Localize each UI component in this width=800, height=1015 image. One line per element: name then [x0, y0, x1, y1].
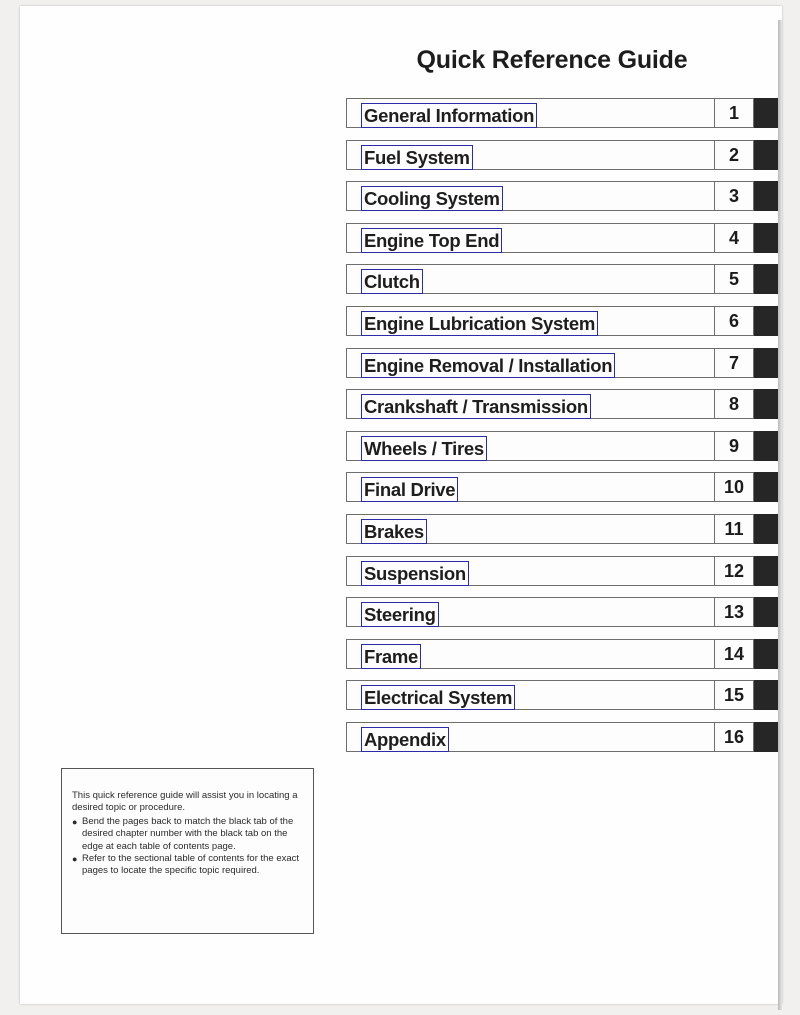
chapter-label[interactable]: Cooling System: [361, 186, 503, 211]
chapter-label[interactable]: General Information: [361, 103, 537, 128]
chapter-box: [346, 472, 716, 502]
chapter-label[interactable]: Suspension: [361, 561, 469, 586]
instruction-item: [72, 816, 304, 853]
chapter-box: [346, 140, 716, 170]
chapter-row[interactable]: [346, 431, 778, 463]
chapter-number: 4: [728, 227, 739, 248]
chapter-tab[interactable]: [754, 306, 778, 336]
chapter-row[interactable]: [346, 472, 778, 504]
chapter-box: [346, 98, 716, 128]
chapter-label[interactable]: Clutch: [361, 269, 423, 294]
chapter-tab[interactable]: [754, 389, 778, 419]
chapter-number: 8: [728, 394, 739, 415]
chapter-number-box: [714, 722, 754, 752]
instruction-text: Refer to the sectional table of contents for the exact pages to locate the specific topic required.: [82, 853, 300, 877]
chapter-tab[interactable]: [754, 98, 778, 128]
chapter-label[interactable]: Final Drive: [361, 477, 458, 502]
chapter-box: [346, 306, 716, 336]
chapter-box: [346, 722, 716, 752]
chapter-number: 5: [728, 269, 739, 290]
chapter-row[interactable]: [346, 722, 778, 754]
chapter-tab[interactable]: [754, 264, 778, 294]
chapter-box: [346, 223, 716, 253]
chapter-row[interactable]: [346, 639, 778, 671]
chapter-number: 12: [723, 560, 745, 581]
bullet-icon: ●: [72, 816, 78, 827]
chapter-box: [346, 264, 716, 294]
chapter-tab[interactable]: [754, 472, 778, 502]
bullet-icon: ●: [72, 854, 78, 865]
instructions-box: [61, 768, 314, 934]
chapter-tab[interactable]: [754, 223, 778, 253]
chapter-number: 10: [723, 477, 745, 498]
instruction-item: [72, 853, 304, 878]
chapter-tab[interactable]: [754, 140, 778, 170]
chapter-box: [346, 348, 716, 378]
chapter-row[interactable]: [346, 514, 778, 546]
chapter-number-box: [714, 472, 754, 502]
chapter-number: 15: [723, 685, 745, 706]
chapter-box: [346, 597, 716, 627]
chapter-box: [346, 556, 716, 586]
chapter-number-box: [714, 306, 754, 336]
chapter-tab[interactable]: [754, 639, 778, 669]
chapter-number: 11: [724, 519, 744, 539]
chapter-box: [346, 389, 716, 419]
chapter-number: 6: [728, 311, 739, 331]
chapter-number: 9: [728, 435, 739, 456]
chapter-label[interactable]: Engine Top End: [361, 228, 502, 253]
chapter-row[interactable]: [346, 98, 778, 130]
chapter-number: 1: [728, 103, 739, 123]
instruction-text: Bend the pages back to match the black tab of the desired chapter number with the black tab on the edge at each table of contents page.: [82, 815, 294, 852]
chapter-number-box: [714, 140, 754, 170]
chapter-row[interactable]: [346, 680, 778, 712]
chapter-tab[interactable]: [754, 431, 778, 461]
chapter-number-box: [714, 556, 754, 586]
chapter-row[interactable]: [346, 389, 778, 421]
chapter-number-box: [714, 639, 754, 669]
chapter-box: [346, 181, 716, 211]
chapter-number: 7: [728, 352, 739, 373]
chapter-label[interactable]: Fuel System: [361, 145, 473, 170]
chapter-tab[interactable]: [754, 597, 778, 627]
chapter-label[interactable]: Electrical System: [361, 685, 515, 710]
chapter-number: 16: [723, 727, 745, 747]
chapter-tab[interactable]: [754, 348, 778, 378]
chapter-label[interactable]: Engine Removal / Installation: [361, 353, 615, 378]
chapter-label[interactable]: Frame: [361, 644, 421, 669]
chapter-row[interactable]: [346, 348, 778, 380]
chapter-number-box: [714, 98, 754, 128]
chapter-tab[interactable]: [754, 722, 778, 752]
chapter-number-box: [714, 181, 754, 211]
chapter-row[interactable]: [346, 306, 778, 338]
chapter-label[interactable]: Appendix: [361, 727, 449, 752]
chapter-number: 2: [728, 144, 739, 165]
page-title: Quick Reference Guide: [416, 46, 688, 74]
chapter-number: 3: [728, 186, 739, 207]
chapter-number-box: [714, 514, 754, 544]
chapter-number-box: [714, 431, 754, 461]
chapter-number-box: [714, 389, 754, 419]
chapter-number: 13: [723, 602, 745, 623]
chapter-tab[interactable]: [754, 514, 778, 544]
chapter-number-box: [714, 348, 754, 378]
chapter-label[interactable]: Brakes: [361, 519, 427, 544]
chapter-box: [346, 680, 716, 710]
chapter-number: 14: [723, 643, 745, 664]
chapter-row[interactable]: [346, 223, 778, 255]
chapter-row[interactable]: [346, 597, 778, 629]
chapter-row[interactable]: [346, 181, 778, 213]
chapter-tab[interactable]: [754, 556, 778, 586]
instructions-intro: This quick reference guide will assist you in locating a desired topic or procedure.: [72, 790, 298, 814]
chapter-number-box: [714, 680, 754, 710]
chapter-number-box: [714, 223, 754, 253]
chapter-row[interactable]: [346, 264, 778, 296]
chapter-tab[interactable]: [754, 181, 778, 211]
chapter-label[interactable]: Crankshaft / Transmission: [361, 394, 591, 419]
chapter-number-box: [714, 597, 754, 627]
chapter-label[interactable]: Wheels / Tires: [361, 436, 487, 461]
chapter-box: [346, 514, 716, 544]
chapter-number-box: [714, 264, 754, 294]
chapter-box: [346, 639, 716, 669]
chapter-label[interactable]: Engine Lubrication System: [361, 311, 598, 336]
chapter-label[interactable]: Steering: [361, 602, 439, 627]
chapter-row[interactable]: [346, 140, 778, 172]
chapter-row[interactable]: [346, 556, 778, 588]
chapter-box: [346, 431, 716, 461]
chapter-tab[interactable]: [754, 680, 778, 710]
